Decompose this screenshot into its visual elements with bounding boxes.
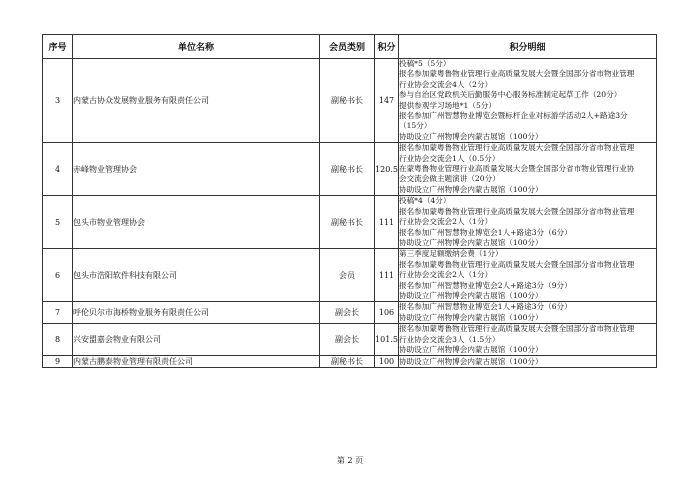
score-value: 106 xyxy=(375,302,399,324)
member-type: 副会长 xyxy=(320,302,375,324)
detail-line: 报名参加广州智慧物业博览会1人+路途3分（6分） xyxy=(399,227,572,237)
score-value: 120.5 xyxy=(375,143,399,196)
detail-line: 报名参加蒙粤鲁物业管理行业高质量发展大会暨全国部分省市物业管理 xyxy=(399,324,635,334)
page-number: 第 2 页 xyxy=(336,456,364,465)
detail-line: 报名参加蒙粤鲁物业管理行业高质量发展大会暨全国部分省市物业管理 xyxy=(399,69,635,79)
detail-line: 协助设立广州物博会内蒙古展馆（100分） xyxy=(399,312,543,322)
row-number: 3 xyxy=(43,59,73,143)
table-row xyxy=(43,324,657,356)
row-number: 8 xyxy=(43,324,73,356)
header-detail: 积分明细 xyxy=(399,35,657,59)
detail-line: 协助设立广州物博会内蒙古展馆（100分） xyxy=(399,290,543,300)
score-table xyxy=(42,34,657,368)
detail-line: 行业协会交流会2人（1分） xyxy=(399,270,493,280)
score-value: 111 xyxy=(375,249,399,302)
table-body xyxy=(43,59,657,368)
table-row xyxy=(43,196,657,249)
member-type: 副秘书长 xyxy=(320,59,375,143)
detail-line: 行业协会交流会2人（1分） xyxy=(399,217,493,227)
score-value: 147 xyxy=(375,59,399,143)
member-type: 副秘书长 xyxy=(320,356,375,368)
detail-line: 报名参加蒙粤鲁物业管理行业高质量发展大会暨全国部分省市物业管理 xyxy=(399,143,635,153)
detail-line: 会交流会做主题演讲（20分） xyxy=(399,174,500,184)
score-detail xyxy=(399,324,657,356)
detail-line: 协助设立广州物博会内蒙古展馆（100分） xyxy=(399,356,543,366)
row-number: 9 xyxy=(43,356,73,368)
detail-line: 协助设立广州物博会内蒙古展馆（100分） xyxy=(399,344,543,354)
unit-name: 内蒙古鹏泰物业管理有限责任公司 xyxy=(73,356,320,368)
detail-line: 行业协会交流会4人（2分） xyxy=(399,79,493,89)
detail-line: 投稿*5（5分） xyxy=(399,59,451,68)
detail-line: 协助设立广州物博会内蒙古展馆（100分） xyxy=(399,237,543,247)
table-row xyxy=(43,59,657,143)
detail-line: 在蒙粤鲁物业管理行业高质量发展大会暨全国部分省市物业管理行业协 xyxy=(399,164,635,174)
detail-line: 行业协会交流会3人（1.5分） xyxy=(399,334,500,344)
detail-line: 第三季度足额缴纳会费（1分） xyxy=(399,249,503,259)
score-value: 100 xyxy=(375,356,399,368)
detail-line: （15分） xyxy=(399,121,432,131)
header-name: 单位名称 xyxy=(73,35,320,59)
row-number: 5 xyxy=(43,196,73,249)
row-number: 7 xyxy=(43,302,73,324)
row-number: 6 xyxy=(43,249,73,302)
unit-name: 内蒙古协众发展物业服务有限责任公司 xyxy=(73,59,320,143)
member-type: 副秘书长 xyxy=(320,143,375,196)
detail-line: 报名参加广州智慧物业博览会2人+路途3分（9分） xyxy=(399,280,572,290)
table-row xyxy=(43,356,657,368)
member-type: 会员 xyxy=(320,249,375,302)
unit-name: 包头市浩阳软件科技有限公司 xyxy=(73,249,320,302)
table-row xyxy=(43,302,657,324)
detail-line: 报名参加广州智慧物业博览会1人+路途3分（6分） xyxy=(399,302,572,312)
unit-name: 兴安盟嘉会物业有限公司 xyxy=(73,324,320,356)
detail-line: 投稿*4（4分） xyxy=(399,196,451,206)
unit-name: 包头市物业管理协会 xyxy=(73,196,320,249)
detail-line: 协助设立广州物博会内蒙古展馆（100分） xyxy=(399,184,543,194)
member-type: 副会长 xyxy=(320,324,375,356)
header-score: 积分 xyxy=(375,35,399,59)
detail-line: 报名参加蒙粤鲁物业管理行业高质量发展大会暨全国部分省市物业管理 xyxy=(399,259,635,269)
table-header-row xyxy=(43,35,657,59)
score-value: 111 xyxy=(375,196,399,249)
detail-line: 协助设立广州物博会内蒙古展馆（100分） xyxy=(399,131,543,141)
score-detail xyxy=(399,143,657,196)
score-value: 101.5 xyxy=(375,324,399,356)
header-type: 会员类别 xyxy=(320,35,375,59)
score-detail xyxy=(399,196,657,249)
header-no: 序号 xyxy=(43,35,73,59)
row-number: 4 xyxy=(43,143,73,196)
score-detail xyxy=(399,249,657,302)
detail-line: 行业协会交流会1人（0.5分） xyxy=(399,153,500,163)
table-row xyxy=(43,143,657,196)
unit-name: 赤峰物业管理协会 xyxy=(73,143,320,196)
score-detail xyxy=(399,302,657,324)
table-row xyxy=(43,249,657,302)
unit-name: 呼伦贝尔市海桥物业服务有限责任公司 xyxy=(73,302,320,324)
detail-line: 提供参观学习场地*1（5分） xyxy=(399,100,496,110)
score-detail xyxy=(399,59,657,143)
score-detail xyxy=(399,356,657,368)
detail-line: 报名参加广州智慧物业博览会暨标杆企业对标游学活动2人+路途3分 xyxy=(399,111,628,121)
member-type: 副秘书长 xyxy=(320,196,375,249)
detail-line: 参与自治区党政机关后勤服务中心服务标准制定起草工作（20分） xyxy=(399,90,622,100)
detail-line: 报名参加蒙粤鲁物业管理行业高质量发展大会暨全国部分省市物业管理 xyxy=(399,206,635,216)
